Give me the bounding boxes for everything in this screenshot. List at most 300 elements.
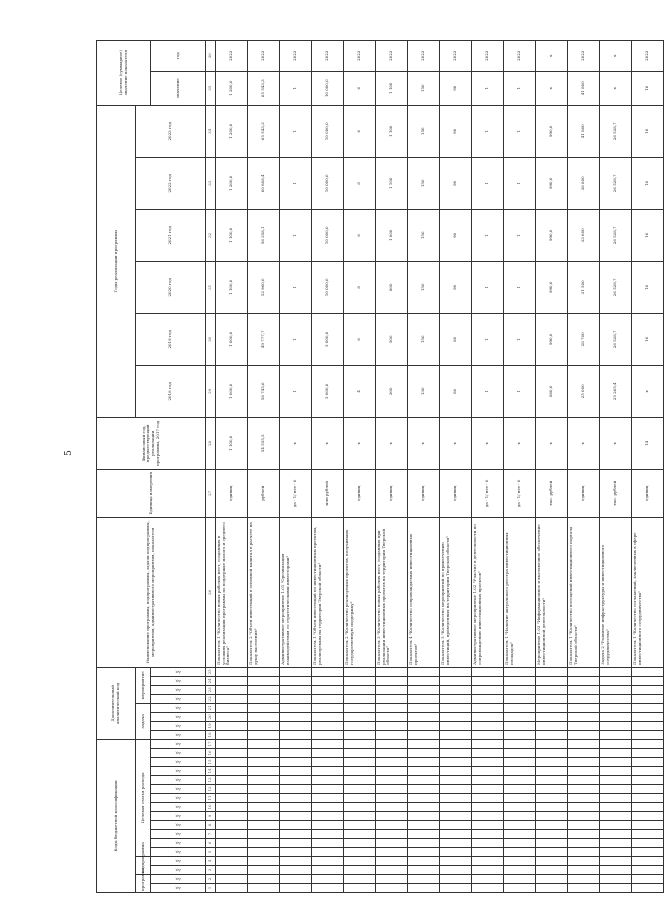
row-v2019: 1 000,0	[216, 313, 248, 365]
row-year: 2023	[408, 40, 440, 71]
column-number: 7	[206, 830, 216, 839]
code-cell	[472, 758, 504, 767]
row-target: 10 000,0	[312, 71, 344, 105]
row-v2022: 10 000,0	[312, 157, 344, 209]
row-year: 2023	[472, 40, 504, 71]
code-cell	[376, 839, 408, 848]
code-cell	[312, 839, 344, 848]
code-cell	[472, 785, 504, 794]
row-v2023: 1	[280, 105, 312, 157]
code-cell	[472, 839, 504, 848]
extra-code-cell	[440, 712, 472, 721]
extra-code-cell	[248, 667, 280, 676]
extra-code-cell	[312, 703, 344, 712]
year-2021-header: 2021 год	[136, 209, 206, 261]
code-col-label: Ад	[151, 875, 206, 884]
code-cell	[600, 776, 632, 785]
code-cell	[408, 758, 440, 767]
extra-code-cell	[312, 685, 344, 694]
code-cell	[216, 857, 248, 866]
code-cell	[440, 848, 472, 857]
code-cell	[344, 785, 376, 794]
code-cell	[472, 812, 504, 821]
code-cell	[472, 749, 504, 758]
code-cell	[312, 866, 344, 875]
code-cell	[376, 821, 408, 830]
row-v2019: 500	[376, 313, 408, 365]
extra-code-cell	[568, 712, 600, 721]
row-name: Показатель 1 "Количество соглашений, заключенных в сфере инвестиционного сотрудничества"	[632, 517, 664, 667]
code-cell	[632, 848, 664, 857]
extra-code-cell	[504, 676, 536, 685]
extra-code-cell	[312, 712, 344, 721]
row-base: 14	[632, 417, 664, 469]
column-number: 30	[206, 313, 216, 365]
code-cell	[632, 812, 664, 821]
code-cell	[568, 884, 600, 893]
code-cell	[504, 866, 536, 875]
code-cell	[568, 830, 600, 839]
row-v2020: 31 500	[568, 261, 600, 313]
row-unit: млн рублей	[312, 469, 344, 517]
code-cell	[408, 875, 440, 884]
code-cell	[632, 884, 664, 893]
code-cell	[344, 884, 376, 893]
row-v2018: 80	[440, 365, 472, 417]
code-cell	[216, 776, 248, 785]
code-cell	[376, 794, 408, 803]
code-cell	[216, 767, 248, 776]
code-cell	[280, 857, 312, 866]
code-col-label: Ад	[151, 767, 206, 776]
row-v2020: 8	[344, 261, 376, 313]
code-cell	[536, 848, 568, 857]
row-v2020: 990,0	[536, 261, 568, 313]
code-cell	[440, 821, 472, 830]
code-cell	[600, 848, 632, 857]
extra-code-cell	[280, 703, 312, 712]
code-cell	[472, 884, 504, 893]
extra-code-cell	[600, 676, 632, 685]
extra-code-cell	[632, 712, 664, 721]
code-cell	[376, 739, 408, 748]
code-cell	[312, 794, 344, 803]
code-col-label: Ад	[151, 739, 206, 748]
year-2022-header: 2022 год	[136, 157, 206, 209]
program-table-sheet	[96, 50, 650, 893]
extra-code-cell	[536, 694, 568, 703]
row-target: 65 543,3	[248, 71, 280, 105]
code-cell	[504, 857, 536, 866]
row-unit: единиц	[376, 469, 408, 517]
row-v2018: х	[632, 365, 664, 417]
extra-code-cell	[600, 685, 632, 694]
code-cell	[536, 739, 568, 748]
code-cell	[568, 749, 600, 758]
code-cell	[248, 739, 280, 748]
code-cell	[472, 739, 504, 748]
code-cell	[280, 767, 312, 776]
row-year: 2023	[344, 40, 376, 71]
code-cell	[376, 803, 408, 812]
column-number: 33	[206, 157, 216, 209]
extra-code-cell	[248, 730, 280, 739]
column-number: 20	[206, 712, 216, 721]
row-v2019: 16	[632, 313, 664, 365]
code-cell	[216, 821, 248, 830]
extra-col-label: Ад	[151, 694, 206, 703]
extra-code-cell	[504, 721, 536, 730]
code-cell	[504, 767, 536, 776]
row-base: х	[344, 417, 376, 469]
extra-code-cell	[440, 721, 472, 730]
row-target: 6	[344, 71, 376, 105]
extra-col-label: Ад	[151, 712, 206, 721]
row-v2018: 4	[344, 365, 376, 417]
code-col-label: Ад	[151, 866, 206, 875]
extra-code-cell	[408, 676, 440, 685]
row-unit: единиц	[408, 469, 440, 517]
extra-code-cell	[408, 703, 440, 712]
code-cell	[568, 776, 600, 785]
extra-code-cell	[440, 703, 472, 712]
code-cell	[504, 776, 536, 785]
code-cell	[440, 749, 472, 758]
extra-code-cell	[376, 694, 408, 703]
code-cell	[568, 785, 600, 794]
code-cell	[312, 848, 344, 857]
row-v2022: 26 528,7	[600, 157, 632, 209]
row-v2020: 800	[376, 261, 408, 313]
budget-codes-header: Коды бюджетной классификации	[97, 739, 136, 892]
row-v2019: 1	[504, 313, 536, 365]
task-header: задача	[136, 703, 151, 739]
code-cell	[632, 758, 664, 767]
extra-code-cell	[312, 730, 344, 739]
code-cell	[504, 803, 536, 812]
row-v2021: 16	[632, 209, 664, 261]
extra-code-cell	[536, 676, 568, 685]
code-cell	[536, 794, 568, 803]
extra-code-cell	[440, 694, 472, 703]
extra-code-cell	[248, 676, 280, 685]
row-v2023: 6	[344, 105, 376, 157]
year-2023-header: 2023 год	[136, 105, 206, 157]
column-number: 5	[206, 848, 216, 857]
row-target: 1	[472, 71, 504, 105]
row-v2021: 6	[344, 209, 376, 261]
code-cell	[312, 821, 344, 830]
extra-code-cell	[216, 667, 248, 676]
code-col-label: Ад	[151, 803, 206, 812]
code-cell	[440, 758, 472, 767]
row-v2019: 6	[344, 313, 376, 365]
row-v2023: 41 800	[568, 105, 600, 157]
code-cell	[408, 866, 440, 875]
extra-code-cell	[344, 712, 376, 721]
code-cell	[280, 739, 312, 748]
column-number: 2	[206, 875, 216, 884]
extra-code-cell	[440, 730, 472, 739]
event-header: мероприятие	[136, 667, 151, 703]
code-cell	[504, 785, 536, 794]
row-v2020: 1	[472, 261, 504, 313]
row-v2018: 800,0	[536, 365, 568, 417]
row-year: 2023	[312, 40, 344, 71]
column-number: 21	[206, 703, 216, 712]
code-cell	[632, 739, 664, 748]
rotated-table-container	[96, 50, 650, 893]
code-cell	[408, 839, 440, 848]
row-v2019: 1	[472, 313, 504, 365]
row-v2023: 1	[472, 105, 504, 157]
extra-code-cell	[216, 730, 248, 739]
extra-code-cell	[248, 694, 280, 703]
extra-code-cell	[472, 667, 504, 676]
code-cell	[376, 776, 408, 785]
row-target: 41 800	[568, 71, 600, 105]
code-cell	[312, 857, 344, 866]
table-row	[600, 40, 632, 892]
year-2020-header: 2020 год	[136, 261, 206, 313]
code-cell	[504, 812, 536, 821]
row-base: 54 555,5	[248, 417, 280, 469]
code-cell	[632, 794, 664, 803]
row-target: 150	[408, 71, 440, 105]
row-v2023: 150	[408, 105, 440, 157]
program-table	[96, 40, 664, 893]
extra-col-label: Ад	[151, 685, 206, 694]
row-v2018: 1 000,0	[216, 365, 248, 417]
program-code-header: программа	[136, 875, 151, 893]
column-number: 19	[206, 721, 216, 730]
code-cell	[248, 866, 280, 875]
extra-col-label: Ад	[151, 676, 206, 685]
year-2018-header: 2018 год	[136, 365, 206, 417]
code-cell	[440, 812, 472, 821]
extra-col-label: Ад	[151, 730, 206, 739]
row-target: 1 200,0	[216, 71, 248, 105]
code-cell	[216, 794, 248, 803]
extra-code-cell	[408, 730, 440, 739]
extra-code-cell	[280, 667, 312, 676]
header-row-1	[97, 40, 136, 892]
code-cell	[504, 839, 536, 848]
row-v2018: 1	[472, 365, 504, 417]
code-cell	[280, 839, 312, 848]
target-article-header: Целевая статья расхода	[136, 739, 151, 856]
extra-code-cell	[216, 676, 248, 685]
extra-code-cell	[248, 685, 280, 694]
row-name: Показатель 3 "Количество новых рабочих мест, созданных при реализации инвестиционных проектов на территории Тверской области"	[376, 517, 408, 667]
code-col-label: Ад	[151, 794, 206, 803]
column-number: 10	[206, 803, 216, 812]
code-cell	[600, 866, 632, 875]
extra-code-cell	[536, 721, 568, 730]
code-cell	[344, 767, 376, 776]
code-cell	[344, 866, 376, 875]
row-v2023: 26 528,7	[600, 105, 632, 157]
code-cell	[600, 821, 632, 830]
row-name: Показатель 1 "Наличие актуального реестра инвестиционных площадок"	[504, 517, 536, 667]
code-cell	[504, 794, 536, 803]
extra-code-cell	[536, 712, 568, 721]
row-unit: единиц	[632, 469, 664, 517]
code-cell	[248, 776, 280, 785]
column-number: 16	[206, 749, 216, 758]
column-number: 34	[206, 105, 216, 157]
column-number: 36	[206, 40, 216, 71]
code-cell	[312, 749, 344, 758]
row-v2022: 16	[632, 157, 664, 209]
table-row	[216, 40, 248, 892]
extra-code-cell	[312, 667, 344, 676]
code-cell	[536, 821, 568, 830]
code-cell	[280, 776, 312, 785]
code-cell	[376, 785, 408, 794]
extra-code-cell	[344, 721, 376, 730]
code-cell	[248, 758, 280, 767]
column-number: 26	[206, 517, 216, 667]
code-cell	[472, 803, 504, 812]
code-cell	[376, 857, 408, 866]
code-cell	[408, 803, 440, 812]
row-v2020: 90	[440, 261, 472, 313]
row-year: 2023	[216, 40, 248, 71]
extra-code-cell	[312, 694, 344, 703]
row-year: 2023	[248, 40, 280, 71]
target-year-label: год	[151, 40, 206, 71]
extra-code-cell	[600, 703, 632, 712]
column-number: 29	[206, 365, 216, 417]
row-v2023: 90	[440, 105, 472, 157]
code-cell	[632, 767, 664, 776]
extra-code-cell	[568, 685, 600, 694]
row-v2019: 28 700	[568, 313, 600, 365]
column-number: 32	[206, 209, 216, 261]
table-row	[408, 40, 440, 892]
row-year: х	[536, 40, 568, 71]
extra-code-cell	[376, 730, 408, 739]
code-cell	[280, 794, 312, 803]
code-cell	[280, 758, 312, 767]
row-v2023: 1 100	[376, 105, 408, 157]
row-target: 1 100	[376, 71, 408, 105]
extra-code-cell	[568, 730, 600, 739]
code-cell	[280, 830, 312, 839]
code-cell	[248, 848, 280, 857]
extra-code-cell	[344, 694, 376, 703]
row-v2018: 25 265,4	[600, 365, 632, 417]
extra-code-cell	[440, 667, 472, 676]
row-v2018: 25 000	[568, 365, 600, 417]
row-v2022: 1	[472, 157, 504, 209]
row-unit: единиц	[216, 469, 248, 517]
row-v2021: 33 600	[568, 209, 600, 261]
row-v2022: 1	[280, 157, 312, 209]
code-cell	[440, 767, 472, 776]
code-cell	[536, 857, 568, 866]
code-cell	[376, 767, 408, 776]
row-target: 1	[280, 71, 312, 105]
row-v2021: 990,0	[536, 209, 568, 261]
code-cell	[472, 875, 504, 884]
extra-code-cell	[632, 667, 664, 676]
row-v2018: 1	[280, 365, 312, 417]
code-cell	[216, 785, 248, 794]
code-cell	[568, 821, 600, 830]
code-cell	[312, 785, 344, 794]
code-cell	[568, 812, 600, 821]
row-v2022: 990,0	[536, 157, 568, 209]
extra-code-cell	[600, 667, 632, 676]
code-cell	[504, 749, 536, 758]
code-cell	[536, 884, 568, 893]
code-cell	[632, 821, 664, 830]
row-v2018: 300	[376, 365, 408, 417]
code-cell	[504, 758, 536, 767]
code-cell	[600, 785, 632, 794]
column-number: 12	[206, 785, 216, 794]
code-cell	[408, 794, 440, 803]
row-v2018: 130	[408, 365, 440, 417]
extra-code-cell	[408, 667, 440, 676]
code-cell	[408, 821, 440, 830]
code-cell	[440, 839, 472, 848]
code-cell	[248, 767, 280, 776]
column-number: 27	[206, 469, 216, 517]
code-cell	[312, 803, 344, 812]
row-unit: да - 1/ нет - 0	[472, 469, 504, 517]
code-cell	[280, 866, 312, 875]
row-v2019: 1	[280, 313, 312, 365]
row-year: 2023	[632, 40, 664, 71]
code-cell	[568, 803, 600, 812]
code-cell	[408, 739, 440, 748]
row-base: 1 100,0	[216, 417, 248, 469]
code-cell	[344, 812, 376, 821]
year-2019-header: 2019 год	[136, 313, 206, 365]
row-v2020: 10 000,0	[312, 261, 344, 313]
row-base: х	[376, 417, 408, 469]
extra-code-cell	[504, 667, 536, 676]
column-number: 31	[206, 261, 216, 313]
row-year: 2023	[440, 40, 472, 71]
row-unit: единиц	[440, 469, 472, 517]
code-cell	[408, 776, 440, 785]
extra-code-cell	[504, 703, 536, 712]
code-cell	[632, 875, 664, 884]
code-cell	[536, 803, 568, 812]
code-col-label: Ад	[151, 776, 206, 785]
column-number: 23	[206, 685, 216, 694]
row-target: х	[536, 71, 568, 105]
extra-code-cell	[504, 685, 536, 694]
row-base: х	[472, 417, 504, 469]
row-base: х	[568, 417, 600, 469]
extra-code-cell	[248, 721, 280, 730]
row-year: х	[600, 40, 632, 71]
code-cell	[600, 812, 632, 821]
table-row	[248, 40, 280, 892]
name-header: Наименование программы, подпрограммы, задачи подпрограммы, мероприятия, административного мероприятия, показателя	[97, 517, 206, 667]
code-cell	[216, 875, 248, 884]
extra-code-cell	[376, 667, 408, 676]
column-number: 28	[206, 417, 216, 469]
code-cell	[600, 884, 632, 893]
code-cell	[472, 830, 504, 839]
row-name: Показатель 5 "Количество мероприятий по привлечению инвестиций, проведенных на территории Тверской области"	[440, 517, 472, 667]
